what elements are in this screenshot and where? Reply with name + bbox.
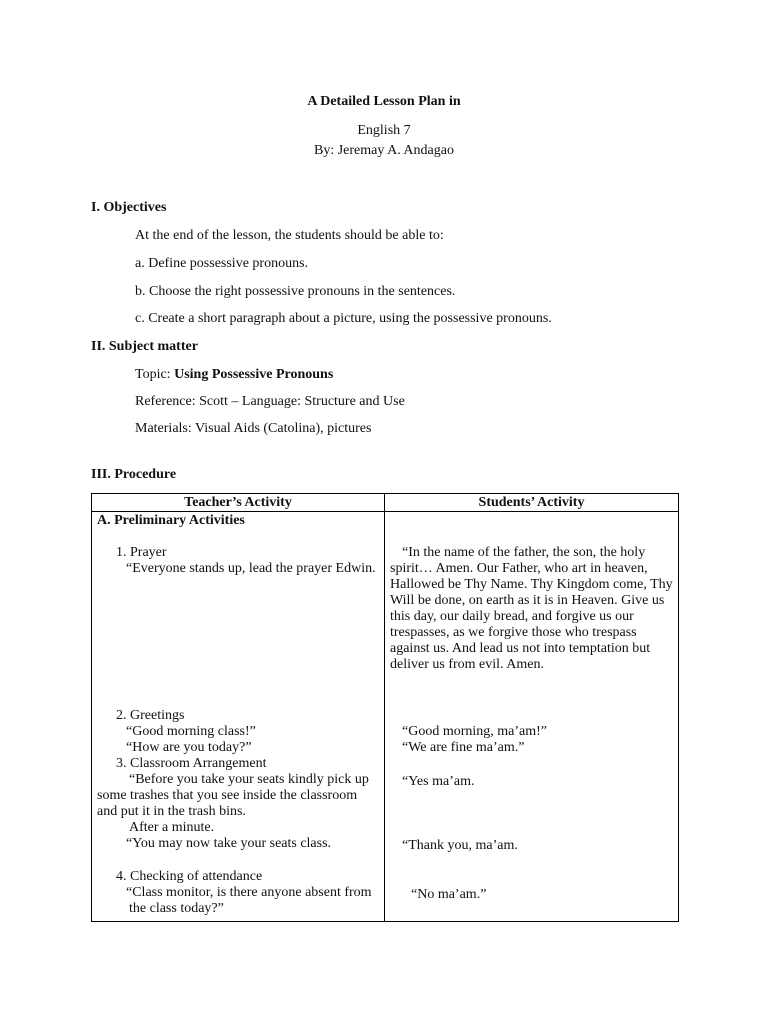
arrangement-instruction: some trashes that you see inside the classroom bbox=[97, 788, 358, 803]
students-greeting: “Good morning, ma’am!” bbox=[402, 724, 548, 739]
document-author: By: Jeremay A. Andagao bbox=[314, 143, 454, 158]
topic-line bbox=[135, 367, 333, 383]
teacher-activity-cell bbox=[92, 512, 385, 922]
objectives-heading: I. Objectives bbox=[91, 200, 167, 215]
objective-item: b. Choose the right possessive pronouns in the sentences. bbox=[135, 284, 456, 299]
materials-line: Materials: Visual Aids (Catolina), pictures bbox=[135, 421, 372, 436]
prayer-instruction: “Everyone stands up, lead the prayer Edwin. bbox=[126, 561, 376, 576]
students-reply: “We are fine ma’am.” bbox=[402, 740, 525, 755]
classroom-arrangement-title: 3. Classroom Arrangement bbox=[116, 756, 267, 771]
objective-item: c. Create a short paragraph about a picture, using the possessive pronouns. bbox=[135, 311, 552, 326]
objective-item: a. Define possessive pronouns. bbox=[135, 256, 309, 271]
students-yes: “Yes ma’am. bbox=[402, 774, 475, 789]
reference-line: Reference: Scott – Language: Structure and Use bbox=[135, 394, 405, 409]
after-a-minute: After a minute. bbox=[129, 820, 215, 835]
teacher-question: “How are you today?” bbox=[126, 740, 252, 755]
preliminary-activities-heading: A. Preliminary Activities bbox=[97, 513, 245, 528]
topic-value: Using Possessive Pronouns bbox=[174, 367, 334, 382]
students-activity-header: Students’ Activity bbox=[385, 494, 679, 512]
teacher-greeting: “Good morning class!” bbox=[126, 724, 256, 739]
document-subject: English 7 bbox=[357, 123, 411, 138]
teacher-activity-header: Teacher’s Activity bbox=[92, 494, 385, 512]
attendance-question: “Class monitor, is there anyone absent from bbox=[126, 885, 372, 900]
procedure-table bbox=[91, 493, 679, 922]
attendance-title: 4. Checking of attendance bbox=[116, 869, 263, 884]
document-title: A Detailed Lesson Plan in bbox=[307, 94, 461, 109]
subject-matter-heading: II. Subject matter bbox=[91, 339, 198, 354]
attendance-question: the class today?” bbox=[129, 901, 224, 916]
students-no: “No ma’am.” bbox=[411, 887, 487, 902]
procedure-heading: III. Procedure bbox=[91, 467, 177, 482]
greetings-title: 2. Greetings bbox=[116, 708, 185, 723]
students-prayer: “In the name of the father, the son, the holy spirit… Amen. Our Father, who art in heaven, Hallowed be Thy Name. Thy Kingdom come, Thy Will be done, on earth as it is in Heaven. Give us this day, our daily bread, and forgive us our trespasses, as we forgive those who trespass against us. And lead us not into temptation but deliver us from evil. Amen. bbox=[390, 545, 673, 672]
take-seats-instruction: “You may now take your seats class. bbox=[126, 836, 332, 851]
arrangement-instruction: “Before you take your seats kindly pick up bbox=[129, 772, 369, 787]
prayer-title: 1. Prayer bbox=[116, 545, 167, 560]
arrangement-instruction: and put it in the trash bins. bbox=[97, 804, 246, 819]
objectives-intro: At the end of the lesson, the students should be able to: bbox=[135, 228, 444, 243]
topic-label: Topic: bbox=[135, 367, 175, 382]
students-thanks: “Thank you, ma’am. bbox=[402, 838, 518, 853]
students-activity-cell bbox=[385, 512, 679, 922]
